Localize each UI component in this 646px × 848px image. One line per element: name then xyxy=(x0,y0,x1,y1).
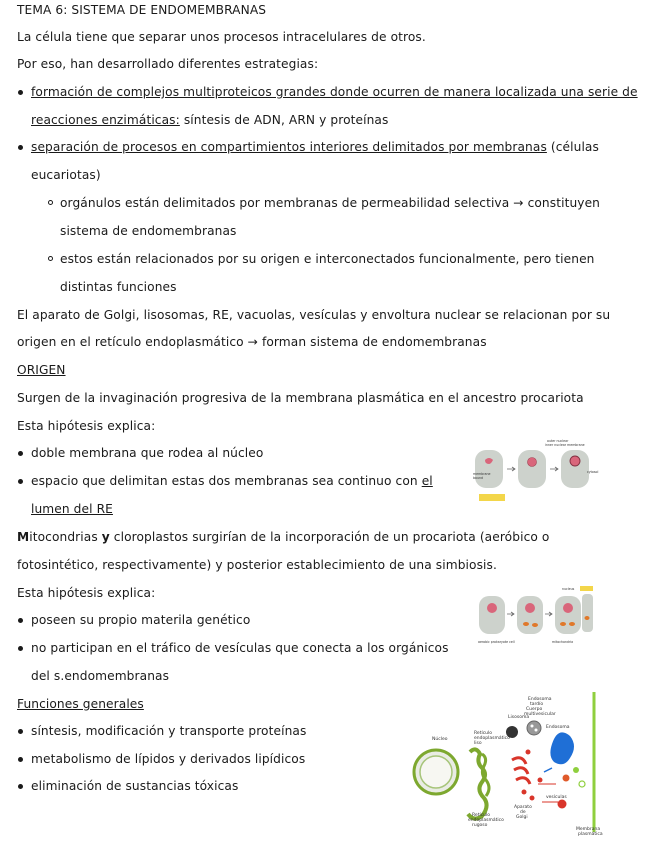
mito-line1 xyxy=(17,529,549,545)
funcion-item: metabolismo de lípidos y derivados lipídicos xyxy=(31,752,306,766)
label-vesiculas: vesículas xyxy=(546,795,567,800)
bullet xyxy=(18,451,23,456)
bullet xyxy=(18,784,23,789)
mito-b2-line1: no participan en el tráfico de vesículas que conecta a los orgánicos xyxy=(31,641,449,655)
sub-bullet xyxy=(48,256,53,261)
strategy1-underlined: reacciones enzimáticas: xyxy=(31,113,180,127)
mito-b2-line2: del s.endomembranas xyxy=(31,669,170,683)
mito-text1: itocondrias xyxy=(29,530,102,544)
mito-line2: fotosintético, respectivamente) y posterior establecimiento de una simbiosis. xyxy=(17,558,497,572)
golgi-shape xyxy=(512,758,530,784)
sub1-line2: sistema de endomembranas xyxy=(60,224,237,238)
funcion-item: eliminación de sustancias tóxicas xyxy=(31,779,239,793)
label-reticulo-liso: Retículo endoplasmático liso xyxy=(474,731,510,746)
cell-shape xyxy=(518,450,546,488)
endosome-shape xyxy=(550,732,574,764)
mito-hyp: Esta hipótesis explica: xyxy=(17,586,156,600)
label-rer: Retículo endoplasmático rugoso xyxy=(468,813,504,828)
cell-shape xyxy=(475,450,503,488)
svg-text:mitochondria: mitochondria xyxy=(552,640,574,644)
label-endosoma-tardio: Endosoma tardío Cuerpo multivesicular xyxy=(524,697,556,717)
origen-b2-underlined: el xyxy=(421,474,433,488)
strategy1-line1: formación de complejos multiproteicos grandes donde ocurren de manera localizada una serie de xyxy=(31,85,638,99)
sub2-line1: estos están relacionados por su origen e interconectados funcionalmente, pero tienen xyxy=(60,252,595,266)
golgi-line1: El aparato de Golgi, lisosomas, RE, vacuolas, vesículas y envoltura nuclear se relacionan por su xyxy=(17,308,611,322)
sub1-line1: orgánulos están delimitados por membranas de permeabilidad selectiva → constituyen xyxy=(60,196,601,210)
mito-bold-m: M xyxy=(17,530,30,544)
svg-text:aerobic prokaryote cell: aerobic prokaryote cell xyxy=(478,640,515,644)
label-membrana: Membrana plasmática xyxy=(576,827,603,837)
intro-line-1: La célula tiene que separar unos procesos intracelulares de otros. xyxy=(17,30,426,44)
golgi-line2: origen en el retículo endoplasmático → forman sistema de endomembranas xyxy=(17,335,487,349)
svg-text:inner nuclear membrane: inner nuclear membrane xyxy=(545,443,585,447)
origen-heading: ORIGEN xyxy=(17,363,66,377)
strategy1-rest: síntesis de ADN, ARN y proteínas xyxy=(179,113,389,127)
funcion-item: síntesis, modificación y transporte proteínas xyxy=(31,724,307,738)
bullet xyxy=(18,479,23,484)
funciones-heading: Funciones generales xyxy=(17,697,144,711)
strategy2-rest: (células xyxy=(546,140,599,154)
strategy2-line1 xyxy=(31,139,599,155)
page-title: TEMA 6: SISTEMA DE ENDOMEMBRANAS xyxy=(17,3,267,17)
svg-text:bound: bound xyxy=(473,476,484,480)
invagination-figure xyxy=(471,438,599,502)
strategy2-line2: eucariotas) xyxy=(31,168,101,182)
sub2-line2: distintas funciones xyxy=(60,280,177,294)
origen-b2-text: espacio que delimitan estas dos membranas sea continuo con xyxy=(31,474,422,488)
endomembrane-figure xyxy=(412,692,618,842)
intro-line-2: Por eso, han desarrollado diferentes estrategias: xyxy=(17,57,319,71)
svg-text:nucleus: nucleus xyxy=(562,587,575,591)
label-nucleo: Núcleo xyxy=(432,737,448,742)
origen-line1: Surgen de la invaginación progresiva de la membrana plasmática en el ancestro procariota xyxy=(17,391,584,405)
mito-bold-y: y xyxy=(101,530,110,544)
label-lisosoma: Lisosoma xyxy=(508,715,530,720)
bullet xyxy=(18,729,23,734)
endosymbiosis-figure xyxy=(476,586,594,650)
bullet xyxy=(18,618,23,623)
bullet xyxy=(18,757,23,762)
origen-b1: doble membrana que rodea al núcleo xyxy=(31,446,264,460)
svg-text:cytosol: cytosol xyxy=(587,470,599,474)
svg-text:membrane: membrane xyxy=(473,472,491,476)
strategy1-line2 xyxy=(31,112,388,128)
label-golgi: Aparato de Golgi xyxy=(514,805,532,820)
origen-b2-line1 xyxy=(31,473,433,489)
sub-bullet xyxy=(48,200,53,205)
label-endosoma: Endosoma xyxy=(546,725,570,730)
origen-b2-line2: lumen del RE xyxy=(31,502,113,516)
mito-b1: poseen su propio materila genético xyxy=(31,613,251,627)
bullet xyxy=(18,145,23,150)
origen-hyp: Esta hipótesis explica: xyxy=(17,419,156,433)
mito-text2: cloroplastos surgirían de la incorporación de un procariota (aeróbico o xyxy=(109,530,550,544)
bullet xyxy=(18,646,23,651)
er-shape xyxy=(468,749,487,818)
strategy2-underlined: separación de procesos en compartimientos interiores delimitados por membranas xyxy=(31,140,547,154)
label-box xyxy=(479,494,505,501)
bullet xyxy=(18,90,23,95)
svg-text:outer nuclear: outer nuclear xyxy=(547,439,569,443)
